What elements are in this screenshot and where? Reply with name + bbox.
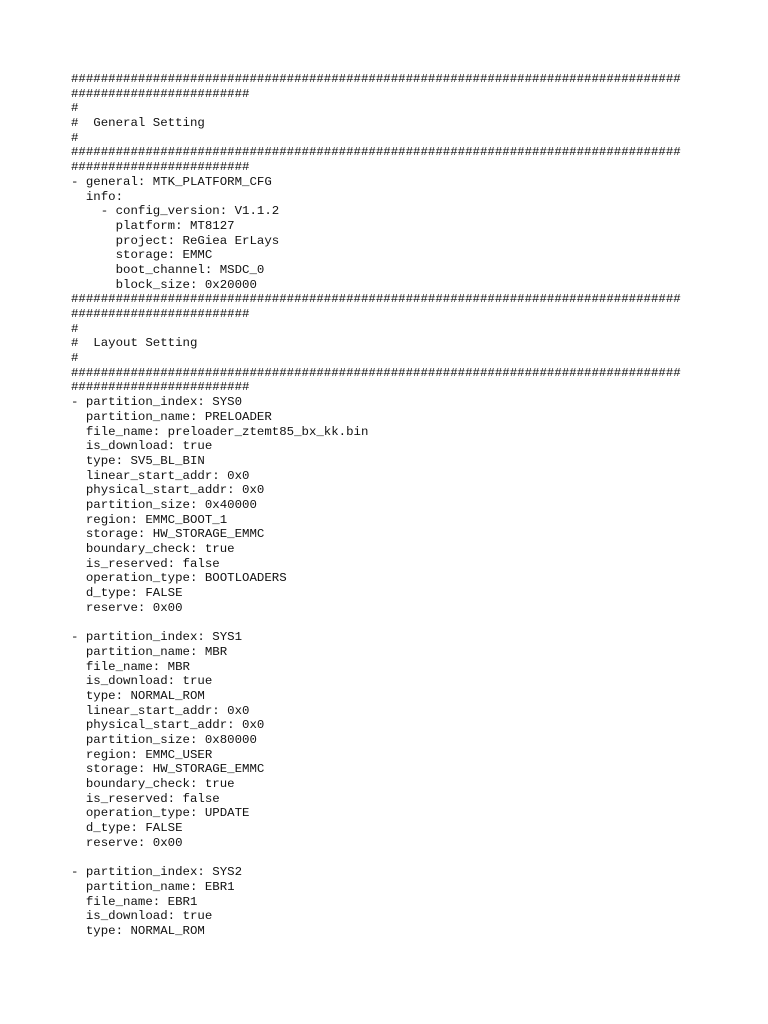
document-line: # — [71, 130, 79, 145]
document-line: d_type: FALSE — [71, 586, 183, 601]
document-line: boundary_check: true — [71, 542, 235, 556]
document-line: block_size: 0x20000 — [71, 277, 257, 292]
document-line: # — [71, 101, 79, 116]
document-line: physical_start_addr: 0x0 — [71, 483, 265, 498]
document-line: linear_start_addr: 0x0 — [71, 703, 250, 718]
document-line: info: — [71, 189, 124, 204]
document-line: reserve: 0x00 — [71, 600, 183, 615]
document-line: # — [71, 321, 79, 336]
document-page — [71, 72, 761, 939]
document-line: is_download: true — [71, 439, 213, 454]
document-line: project: ReGiea ErLays — [71, 233, 280, 248]
document-line: storage: EMMC — [71, 248, 213, 263]
document-line: ################################################################################## — [71, 145, 681, 160]
document-line: - partition_index: SYS0 — [71, 395, 243, 410]
scatter-file-text — [71, 72, 761, 939]
document-line: storage: HW_STORAGE_EMMC — [71, 762, 265, 777]
document-line: # General Setting — [71, 116, 205, 131]
document-line: region: EMMC_USER — [71, 747, 213, 762]
document-line: is_download: true — [71, 909, 213, 924]
document-line: partition_name: MBR — [71, 644, 228, 659]
document-line: linear_start_addr: 0x0 — [71, 468, 250, 483]
document-line: # Layout Setting — [71, 336, 198, 351]
document-line: ######################## — [71, 86, 250, 101]
document-line: is_download: true — [71, 674, 213, 689]
document-line: partition_name: PRELOADER — [71, 409, 272, 424]
document-line: operation_type: UPDATE — [71, 806, 250, 821]
document-line: storage: HW_STORAGE_EMMC — [71, 527, 265, 542]
document-line: # — [71, 351, 79, 366]
document-line: - general: MTK_PLATFORM_CFG — [71, 174, 272, 189]
document-line: type: NORMAL_ROM — [71, 923, 205, 938]
document-line: partition_size: 0x80000 — [71, 732, 257, 747]
document-line: type: SV5_BL_BIN — [71, 453, 205, 468]
document-line: operation_type: BOOTLOADERS — [71, 571, 287, 586]
document-line: ################################################################################## — [71, 365, 681, 380]
document-line: partition_size: 0x40000 — [71, 497, 257, 512]
document-line: - config_version: V1.1.2 — [71, 204, 280, 219]
document-line — [71, 850, 761, 865]
document-line: platform: MT8127 — [71, 218, 235, 233]
document-line: ######################## — [71, 160, 250, 175]
document-line: file_name: preloader_ztemt85_bx_kk.bin — [71, 424, 369, 439]
document-line: - partition_index: SYS2 — [71, 865, 243, 880]
document-line: ################################################################################## — [71, 292, 681, 307]
document-line: is_reserved: false — [71, 791, 220, 806]
document-line: boot_channel: MSDC_0 — [71, 262, 265, 277]
document-line: ################################################################################## — [71, 72, 681, 86]
document-line: file_name: MBR — [71, 659, 190, 674]
document-line: type: NORMAL_ROM — [71, 688, 205, 703]
document-line: file_name: EBR1 — [71, 894, 198, 909]
document-line: ######################## — [71, 380, 250, 395]
document-line: d_type: FALSE — [71, 821, 183, 836]
document-line: ######################## — [71, 307, 250, 321]
document-line: - partition_index: SYS1 — [71, 630, 243, 645]
document-line: physical_start_addr: 0x0 — [71, 718, 265, 733]
document-line: reserve: 0x00 — [71, 835, 183, 850]
document-line: boundary_check: true — [71, 777, 235, 791]
document-line: is_reserved: false — [71, 556, 220, 571]
document-line: region: EMMC_BOOT_1 — [71, 512, 228, 527]
document-line: partition_name: EBR1 — [71, 879, 235, 894]
document-line — [71, 615, 761, 630]
